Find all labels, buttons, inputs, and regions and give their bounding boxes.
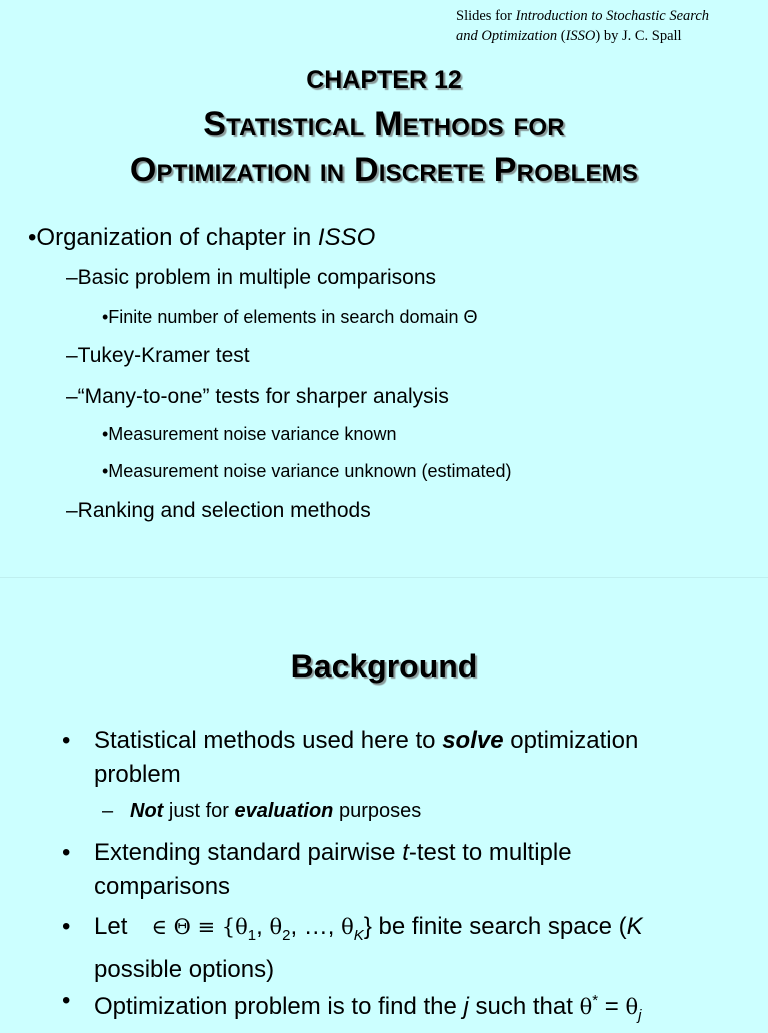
b4-subj: j [638,1006,642,1024]
chapter-title-line1: Statistical Methods for [203,105,565,143]
outline-subitem-noise-known: •Measurement noise variance known [102,424,397,444]
credit-book-title: Introduction to Stochastic Search [515,8,710,24]
outline-subitem-noise-unknown: •Measurement noise variance unknown (estimated) [102,461,512,481]
subbullet-not-just-evaluation [130,797,421,825]
b3-let: Let [94,913,128,940]
b4-star: * [592,992,599,1009]
chapter-title-line2: Optimization in Discrete Problems [129,151,639,189]
b4-j: j [463,993,469,1020]
b1-text-post: optimization [503,727,639,754]
b3-text-line2: possible options) [94,955,275,983]
bullet-marker: • [62,987,71,1014]
credit-prefix: Slides for [456,8,516,24]
credit-isso: ISSO [565,28,596,44]
b1-text-line2: problem [94,761,181,788]
outline-subitem-finite-elements: •Finite number of elements in search domain Θ [102,307,478,327]
b4-theta: θ [579,995,593,1019]
credit-paren: ( [557,28,566,44]
organization-isso: ISSO [317,224,376,251]
credit-author: ) by J. C. Spall [595,28,682,44]
b2-text-line2: comparisons [94,873,231,900]
b3-sub1: 1 [247,926,257,944]
b3-sub2: 2 [282,926,291,944]
bullet-search-space [94,910,754,987]
sub-not: Not [130,800,164,822]
b3-set-symbols: ∈ Θ ≡ { [151,915,236,939]
sub-post: purposes [333,800,422,822]
bullet-marker: • [62,913,71,940]
b2-text-post: -test to multiple [408,839,572,866]
b3-dots: , …, [290,913,342,940]
sub-mid: just for [163,800,235,822]
bullet-marker: • [62,839,71,866]
organization-heading [28,224,375,252]
b3-sep: , [256,913,270,940]
bullet-statistical-methods [94,724,744,792]
organization-text: •Organization of chapter in [28,224,318,251]
bullet-marker: • [62,727,71,754]
outline-item-multiple-comparisons: –Basic problem in multiple comparisons [66,266,436,289]
sub-evaluation: evaluation [234,800,334,822]
dash-marker: – [102,800,114,822]
background-title: Background [290,648,478,684]
b4-thetaj: θ [625,995,639,1019]
b3-close: } [363,913,372,940]
chapter-title [0,101,768,193]
b3-theta2: θ [269,915,283,939]
b1-solve: solve [442,727,504,754]
b3-thetaK: θ [341,915,354,939]
bullet-pairwise-t-test [94,836,744,904]
outline-item-many-to-one: –“Many-to-one” tests for sharper analysis [66,385,449,408]
outline-item-tukey-kramer: –Tukey-Kramer test [66,344,250,367]
outline-item-ranking-selection: –Ranking and selection methods [66,499,371,522]
b3-theta1: θ [235,915,248,939]
b2-text: Extending standard pairwise [94,839,403,866]
b4-eq: = [598,993,626,1020]
b4-text: Optimization problem is to find the [94,993,464,1020]
b4-mid: such that [468,993,580,1020]
slide-credit [456,6,761,46]
credit-book-title-cont: and Optimization [456,28,558,44]
b3-subK: K [353,926,364,944]
b3-text-post: be finite search space ( [371,913,627,940]
b1-text: Statistical methods used here to [94,727,443,754]
slide-2 [0,578,768,1024]
bullet-optimization-problem [94,984,754,1033]
b2-t: t [402,839,409,866]
b3-K: K [626,913,643,940]
chapter-heading: CHAPTER 12 [306,66,462,94]
